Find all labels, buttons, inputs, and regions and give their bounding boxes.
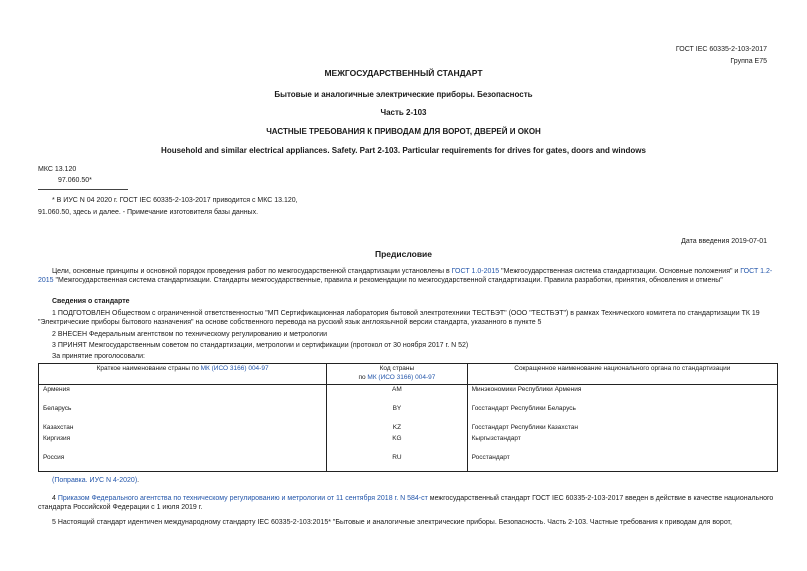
foreword-text-b: "Межгосударственная система стандартизации. Основные положения" и bbox=[499, 268, 741, 275]
item-4-text: межгосударственный стандарт ГОСТ IEC 60335-2-103-2017 введен в действие в качестве национального стандарта Российской Федерации с 1 июля 2019 г. bbox=[38, 495, 774, 512]
country-cell: Казахстан bbox=[39, 423, 327, 434]
item-3: 3 ПРИНЯТ Межгосударственным советом по стандартизации, метрологии и сертификации (протокол от 30 ноября 2017 г. N 52) bbox=[52, 342, 469, 349]
code-cell: KZ bbox=[327, 423, 467, 434]
interstate-title: МЕЖГОСУДАРСТВЕННЫЙ СТАНДАРТ bbox=[324, 68, 483, 78]
item-2: 2 ВНЕСЕН Федеральным агентством по техническому регулированию и метрологии bbox=[52, 331, 328, 338]
footnote-divider bbox=[38, 189, 128, 190]
body-column-header: Сокращенное наименование национального органа по стандартизации bbox=[467, 364, 777, 385]
amendment-note bbox=[52, 476, 139, 485]
footnote-line-1: * В ИУС N 04 2020 г. ГОСТ IEC 60335-2-103-2017 приводится с МКС 13.120, bbox=[52, 197, 298, 204]
amendment-tail: . bbox=[137, 477, 140, 484]
particular-title: ЧАСТНЫЕ ТРЕБОВАНИЯ К ПРИВОДАМ ДЛЯ ВОРОТ, ДВЕРЕЙ И ОКОН bbox=[266, 127, 541, 136]
code-cell: AM bbox=[327, 385, 467, 404]
code-header-prefix: по bbox=[358, 373, 368, 381]
country-header-text: Краткое наименование страны по bbox=[96, 365, 201, 372]
country-cell: Армения bbox=[39, 385, 327, 404]
countries-table bbox=[38, 363, 778, 472]
standard-code: ГОСТ IEC 60335-2-103-2017 bbox=[675, 46, 767, 53]
code-header-text: Код страны bbox=[379, 365, 415, 372]
table-row bbox=[39, 404, 778, 423]
footnote-line-2: 91.060.50, здесь и далее. - Примечание изготовителя базы данных. bbox=[38, 209, 259, 216]
item-5: 5 Настоящий стандарт идентичен международному стандарту IEC 60335-2-103:2015* "Бытовые и аналогичные электрические приборы. Безопасность. Часть 2-103. Частные требования к приводам для ворот, bbox=[52, 519, 732, 526]
table-row bbox=[39, 423, 778, 434]
about-standard-heading: Сведения о стандарте bbox=[52, 298, 130, 305]
body-cell: Росстандарт bbox=[467, 453, 777, 472]
country-column-header bbox=[39, 364, 327, 385]
table-header-row bbox=[39, 364, 778, 385]
group-label: Группа Е75 bbox=[730, 58, 767, 65]
mks-code-1: МКС 13.120 bbox=[38, 166, 77, 173]
body-cell: Кыргызстандарт bbox=[467, 434, 777, 453]
item-4-number: 4 bbox=[52, 495, 58, 502]
country-cell: Беларусь bbox=[39, 404, 327, 423]
standard-subtitle: Бытовые и аналогичные электрические приборы. Безопасность bbox=[274, 90, 533, 99]
foreword-text-a: Цели, основные принципы и основной порядок проведения работ по межгосударственной стандартизации установлены в bbox=[52, 268, 452, 275]
code-column-header bbox=[327, 364, 467, 385]
table-row bbox=[39, 385, 778, 404]
mks-code-2: 97.060.50* bbox=[58, 177, 92, 184]
table-row bbox=[39, 434, 778, 453]
order-link[interactable]: Приказом Федерального агентства по техническому регулированию и метрологии от 11 сентября 2018 г. N 584-ст bbox=[57, 495, 428, 502]
country-cell: Киргизия bbox=[39, 434, 327, 453]
table-row bbox=[39, 453, 778, 472]
code-cell: BY bbox=[327, 404, 467, 423]
introduction-date: Дата введения 2019-07-01 bbox=[681, 238, 767, 245]
country-cell: Россия bbox=[39, 453, 327, 472]
foreword-text-c: "Межгосударственная система стандартизации. Стандарты межгосударственные, правила и рекомендации по межгосударственной стандартизации. Правила разработки, принятия, обновления и отмены" bbox=[53, 277, 723, 285]
code-cell: KG bbox=[327, 434, 467, 453]
gost-1-0-link[interactable]: ГОСТ 1.0-2015 bbox=[451, 268, 500, 275]
part-title: Часть 2-103 bbox=[380, 108, 427, 117]
code-cell: RU bbox=[327, 453, 467, 472]
body-cell: Госстандарт Республики Беларусь bbox=[467, 404, 777, 423]
voted-label: За принятие проголосовали: bbox=[52, 353, 145, 360]
foreword-heading: Предисловие bbox=[374, 249, 433, 259]
english-title: Household and similar electrical appliances. Safety. Part 2-103. Particular requirements for drives for gates, doors and windows bbox=[161, 146, 646, 155]
amendment-link[interactable]: (Поправка. ИУС N 4-2020) bbox=[52, 477, 138, 484]
mk-iso-link[interactable]: МК (ИСО 3166) 004-97 bbox=[200, 365, 269, 372]
gost-1-2-link[interactable]: ГОСТ 1.2-2015 bbox=[38, 268, 773, 285]
item-4 bbox=[38, 494, 778, 513]
foreword-paragraph bbox=[38, 267, 778, 286]
body-cell: Госстандарт Республики Казахстан bbox=[467, 423, 777, 434]
body-cell: Минэкономики Республики Армения bbox=[467, 385, 777, 404]
item-1: 1 ПОДГОТОВЛЕН Обществом с ограниченной ответственностью "МП Сертификационная лаборатория бытовой электротехники ТЕСТБЭТ" (ООО "ТЕСТБЭТ") в рамках Технического комитета по стандартизации ТК 19 "Электрические приборы бытового назначения" на основе собственного перевода на русский язык англоязычной версии стандарта, указанного в пункте 5 bbox=[38, 310, 760, 327]
mk-iso-link-2[interactable]: МК (ИСО 3166) 004-97 bbox=[367, 373, 436, 381]
